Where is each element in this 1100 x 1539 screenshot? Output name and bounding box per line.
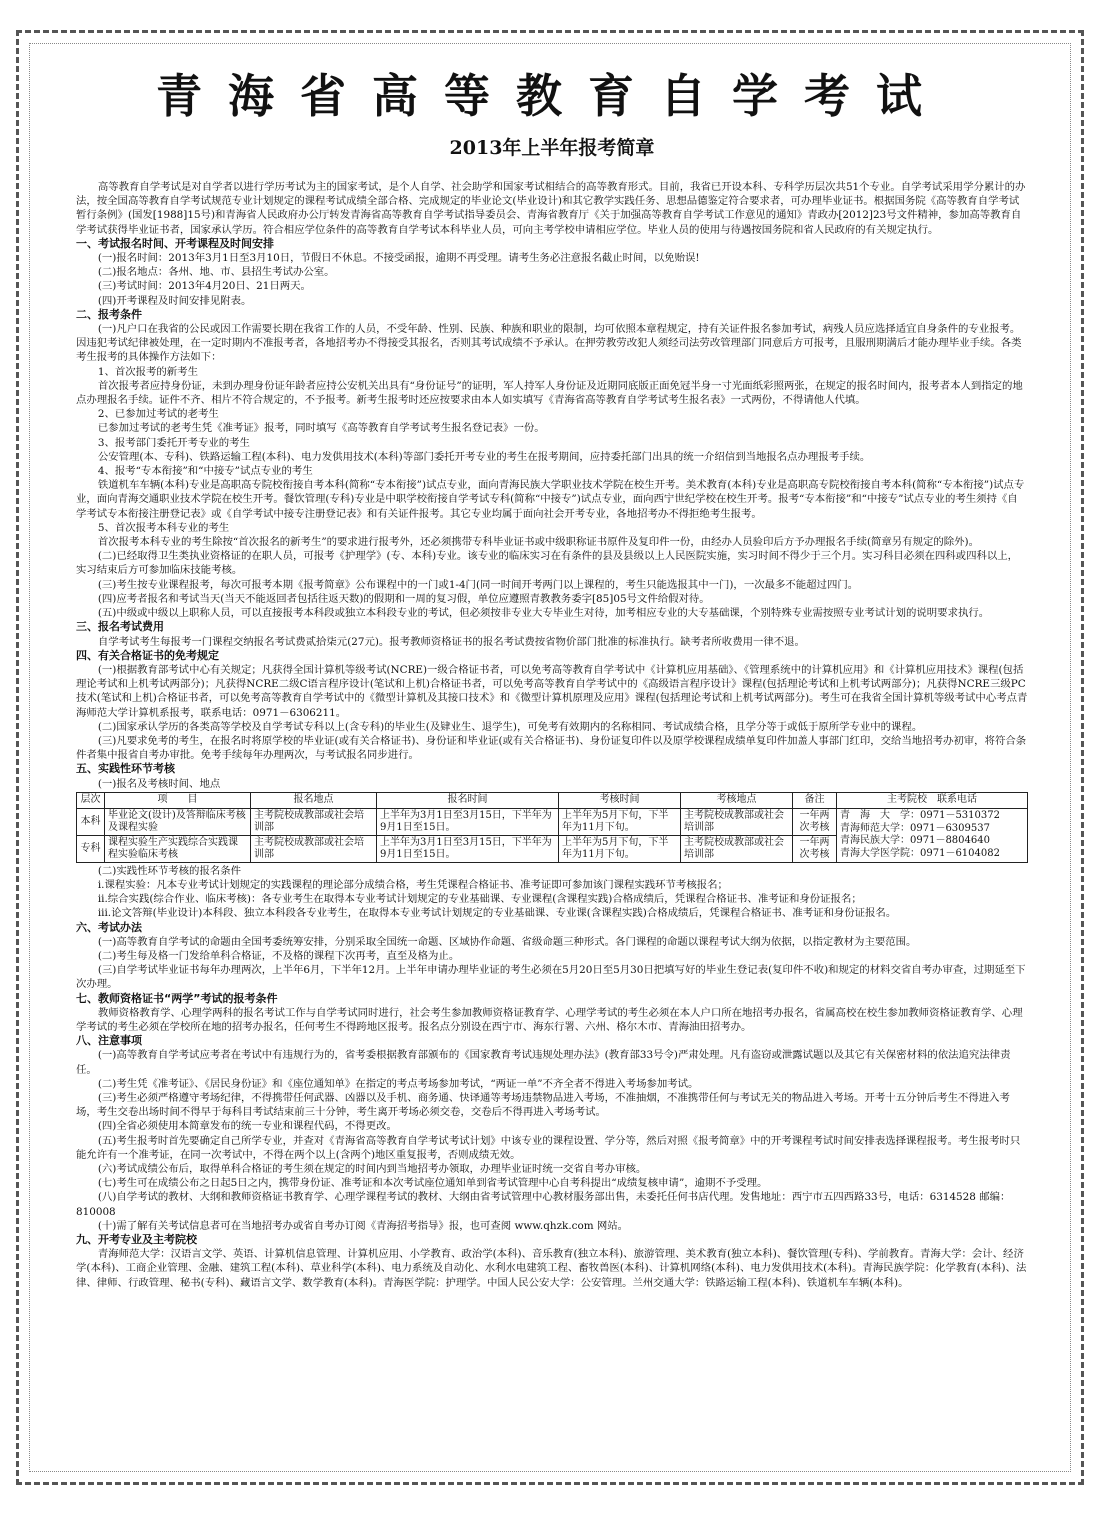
s2-subtitle: 3、报考部门委托开考专业的考生: [97, 436, 250, 449]
s2-subtext: 公安管理(本、专科)、铁路运输工程(本科)、电力发供用技术(本科)等部门委托开考专业的考生在报考期间，应持委托部门出具的统一介绍信到当地报名点办理报考手续。: [97, 450, 871, 463]
item-cell: 课程实验生产实践综合实践课程实验临床考核: [105, 835, 251, 862]
s8-item: (五)考生报考时首先要确定自己所学专业，并查对《青海省高等教育自学考试考试计划》中该专业的课程设置、学分等，然后对照《报考简章》中的开考课程考试时间安排表选择课程报考。考生报考时只能允许有一个准考证，在同一次考试中，不得在两个以上(含两个)地区重复报考，否则成绩无效。: [76, 1134, 1021, 1161]
section-1-heading: 一、考试报名时间、开考课程及时间安排: [76, 236, 274, 250]
s8-item: (八)自学考试的教材、大纲和教师资格证书教育学、心理学课程考试的教材、大纲由省考试管理中心教材服务部出售，未委托任何书店代理。发售地址：西宁市五四西路33号，电话：6314528 邮编：810008: [76, 1191, 1011, 1218]
s2-subtext: 已参加过考试的老考生凭《准考证》报考，同时填写《高等教育自学考试考生报名登记表》一份。: [97, 422, 545, 435]
s2-paragraph: (五)中级或中级以上职称人员，可以直接报考本科段或独立本科段专业的考试，但必须按非专业大专毕业生对待，加考相应专业的大专基础课，个别特殊专业需按照专业考试计划的说明要求执行。: [97, 607, 990, 620]
note-cell: 一年两次考核: [793, 835, 837, 862]
s5-sub1: (一)报名及考核时间、地点: [97, 777, 221, 790]
section-3-heading: 三、报名考试费用: [76, 620, 164, 634]
contact-line: 青海师范大学：0971－6309537: [840, 822, 990, 834]
s8-item: (二)考生凭《准考证》、《居民身份证》和《座位通知单》在指定的考点考场参加考试，“两证一单”不齐全者不得进入考场参加考试。: [97, 1077, 699, 1090]
s6-item: (二)考生每及格一门发给单科合格证，不及格的课程下次再考，直至及格为止。: [97, 949, 460, 962]
note-cell: 一年两次考核: [793, 808, 837, 835]
practice-schedule-table: [76, 792, 1028, 863]
section-7-heading: 七、教师资格证书“两学”考试的报考条件: [76, 991, 278, 1005]
contacts-cell: [837, 808, 1028, 862]
s2-subtitle: 5、首次报考本科专业的考生: [97, 521, 230, 534]
reg-place-cell: 主考院校成教部或社会培训部: [251, 835, 377, 862]
table-header: 考核地点: [681, 792, 793, 808]
s2-paragraph: (二)已经取得卫生类执业资格证的在职人员，可报考《护理学》(专、本科)专业。该专业的临床实习在有条件的县及县级以上人民医院实施，实习时间不得少于三个月。实习科目必须在四科或四科以上，实习结束后方可参加临床技能考核。: [76, 550, 1019, 577]
table-header-row: [77, 792, 1028, 808]
intro-paragraph: 高等教育自学考试是对自学者以进行学历考试为主的国家考试，是个人自学、社会助学和国家考试相结合的高等教育形式。目前，我省已开设本科、专科学历层次共51个专业。自学考试采用学分累计的办法，按全国高等教育自学考试规范专业计划规定的课程考试成绩全部合格、完成规定的毕业论文(毕业设计)和其它教学实践任务、思想品德鉴定符合要求者，可办理毕业证书。根据国务院《高等教育自学考试暂行条例》(国发[1988]15号)和青海省人民政府办公厅转发青海省高等教育自学考试指导委员会、青海省教育厅《关于加强高等教育自学考试工作意见的通知》青政办[2012]23号文件精神，参加高等教育自学考试获得毕业证书者，国家承认学历。符合相应学位条件的高等教育自学考试本科毕业人员，可向主考学校申请相应学位。毕业人员的使用与待遇按国务院和省人民政府的有关规定执行。: [76, 181, 1026, 236]
section-5-heading: 五、实践性环节考核: [76, 762, 175, 776]
table-header: 考核时间: [559, 792, 681, 808]
s5-item: i.课程实验：凡本专业考试计划规定的实践课程的理论部分成绩合格，考生凭课程合格证书、准考证即可参加该门课程实践环节考核报名；: [97, 878, 728, 891]
s9-text: 青海师范大学：汉语言文学、英语、计算机信息管理、计算机应用、小学教育、政治学(本科)、音乐教育(独立本科)、旅游管理、美术教育(独立本科)、餐饮管理(专科)、学前教育。青海大学：会计、经济学(本科)、工商企业管理、金融、建筑工程(本科)、草业科学(本科)、电力系统及自动化、水利水电建筑工程、畜牧兽医(本科)、计算机网络(本科)、电力发供用技术(本科)。青海民族学院：化学教育(本科)、法律、律师、行政管理、秘书(专科)、藏语言文学、数学教育(本科)。青海医学院：护理学。中国人民公安大学：公安管理。兰州交通大学：铁路运输工程(本科)、铁道机车车辆(本科)。: [76, 1248, 1027, 1289]
s4-paragraph: (一)根据教育部考试中心有关规定；凡获得全国计算机等级考试(NCRE)一级合格证书者，可以免考高等教育自学考试中《计算机应用基础》、《管理系统中的计算机应用》和《计算机应用技术》课程(包括理论考试和上机考试两部分)；凡获得NCRE二级C语言程序设计(笔试和上机)合格证书者，可以免考高等教育自学考试中的《高级语言程序设计》课程(包括理论考试和上机考试两部分)；凡获得NCRE三级PC技术(笔试和上机)合格证书者，可以免考高等教育自学考试中的《微型计算机及其接口技术》和《微型计算机原理及应用》课程(包括理论考试和上机考试两部分)。考生可在我省全国计算机等级考试中心考点青海师范大学计算机系报考，联系电话：0971－6306211。: [76, 663, 1028, 719]
s5-sub2: (二)实践性环节考核的报名条件: [97, 864, 242, 877]
document-subtitle: 2013年上半年报考简章: [449, 137, 655, 159]
table-header: 项 目: [105, 792, 251, 808]
s1-item: (四)开考课程及时间安排见附表。: [97, 294, 252, 307]
table-header: 层次: [77, 792, 105, 808]
s7-text: 教师资格教育学、心理学两科的报名考试工作与自学考试同时进行，社会考生参加教师资格证教育学、心理学考试的考生必须在本人户口所在地招考办报名，省属高校在校生参加教师资格证教育学、心理学考试的考生必须在学校所在地的招考办报名，任何考生不得跨地区报考。报名点分别设在西宁市、海东行署、六州、格尔木市、青海油田招考办。: [76, 1006, 1023, 1033]
s1-item: (二)报名地点：各州、地、市、县招生考试办公室。: [97, 266, 335, 279]
reg-place-cell: 主考院校成教部或社会培训部: [251, 808, 377, 835]
section-4-heading: 四、有关合格证书的免考规定: [76, 648, 219, 662]
page-border: [16, 30, 1084, 1485]
item-cell: 毕业论文(设计)及答辩临床考核及课程实验: [105, 808, 251, 835]
section-9-heading: 九、开考专业及主考院校: [76, 1233, 197, 1247]
s3-text: 自学考试考生每报考一门课程交纳报名考试费贰拾柒元(27元)。报考教师资格证书的报名考试费按省物价部门批准的标准执行。缺考者所收费用一律不退。: [97, 635, 805, 648]
reg-time-cell: 上半年为3月1日至3月15日，下半年为9月1日至15日。: [377, 835, 559, 862]
section-8-heading: 八、注意事项: [76, 1034, 142, 1048]
s8-item: (七)考生可在成绩公布之日起5日之内，携带身份证、准考证和本次考试座位通知单到省考试管理中心自考科提出“成绩复核申请”，逾期不予受理。: [97, 1177, 768, 1190]
s6-item: (一)高等教育自学考试的命题由全国考委统筹安排，分别采取全国统一命题、区域协作命题、省级命题三种形式。各门课程的命题以课程考试大纲为依据，以指定教材为主要范围。: [97, 935, 917, 948]
section-2-heading: 二、报考条件: [76, 307, 142, 321]
level-cell: 专科: [77, 835, 105, 862]
exam-place-cell: 主考院校成教部或社会培训部: [681, 835, 793, 862]
s2-paragraph: (一)凡户口在我省的公民或因工作需要长期在我省工作的人员，不受年龄、性别、民族、种族和职业的限制，均可依照本章程规定，持有关证件报名参加考试，病残人员应选择适宜自身条件的专业报考。因违犯考试纪律被处理，在一定时期内不准报考者，各地招考办不得接受其报名，否则其考试成绩不予承认。在押劳教劳改犯人须经司法劳改管理部门同意后方可报考，且服刑期满后才能办理毕业手续。各类考生报考的具体操作方法如下：: [76, 323, 1022, 364]
table-header: 备注: [793, 792, 837, 808]
document-title: 青海省高等教育自学考试: [156, 69, 948, 123]
contact-line: 青海民族大学：0971－8804640: [840, 835, 990, 847]
s1-item: (一)报名时间：2013年3月1日至3月10日，节假日不休息。不接受函报，逾期不再受理。请考生务必注意报名截止时间，以免贻误!: [97, 252, 700, 265]
s5-item: ii.综合实践(综合作业、临床考核)：各专业考生在取得本专业考试计划规定的专业基础课、专业课程(含课程实践)合格成绩后，凭课程合格证书、准考证和身份证报名；: [97, 893, 862, 906]
document-body: [29, 43, 1071, 1472]
s2-subtitle: 4、报考“专本衔接”和“中接专”试点专业的考生: [97, 465, 313, 478]
section-6-heading: 六、考试办法: [76, 920, 142, 934]
table-row: [77, 808, 1028, 835]
exam-time-cell: 上半年为5月下旬，下半年为11月下旬。: [559, 835, 681, 862]
level-cell: 本科: [77, 808, 105, 835]
exam-place-cell: 主考院校成教部或社会培训部: [681, 808, 793, 835]
contact-line: 青 海 大 学：0971－5310372: [840, 810, 1000, 822]
s8-item: (六)考试成绩公布后，取得单科合格证的考生须在规定的时间内到当地招考办领取，办理毕业证时统一交省自考办审核。: [97, 1163, 647, 1175]
s8-item: (十)需了解有关考试信息者可在当地招考办或省自考办订阅《青海招考指导》报，也可查阅 www.qhzk.com 网站。: [97, 1219, 629, 1232]
s6-item: (三)自学考试毕业证书每年办理两次，上半年6月，下半年12月。上半年申请办理毕业证的考生必须在5月20日至5月30日把填写好的毕业生登记表(复印件不收)和规定的材料交省自考办审查，过期延至下次办理。: [76, 964, 1026, 991]
s8-item: (一)高等教育自学考试应考者在考试中有违规行为的，省考委根据教育部颁布的《国家教育考试违规处理办法》(教育部33号令)严肃处理。凡有盗窃或泄露试题以及其它有关保密材料的依法追究法律责任。: [76, 1049, 1011, 1076]
table-header: 报名地点: [251, 792, 377, 808]
s2-subtext: 首次报考本科专业的考生除按“首次报名的新考生”的要求进行报考外，还必须携带专科毕业证书或中级职称证书原件及复印件一份，由经办人员验印后方予办理报名手续(简章另有规定的除外)。: [97, 536, 979, 549]
s5-item: iii.论文答辩(毕业设计)本科段、独立本科段各专业考生，在取得本专业考试计划规定的专业基础课、专业课(含课程实践)合格成绩后，凭课程合格证书、准考证和身份证报名。: [97, 907, 897, 920]
table-header: 主考院校 联系电话: [837, 792, 1028, 808]
s1-item: (三)考试时间：2013年4月20日、21日两天。: [97, 280, 311, 293]
s2-subtext: 铁道机车车辆(本科)专业是高职高专院校衔接自考本科(简称“专本衔接”)试点专业，面向青海民族大学职业技术学院在校生开考。美术教育(本科)专业是高职高专院校衔接自考本科(简称“专本衔接”)试点专业，面向青海交通职业技术学院在校生开考。餐饮管理(专科)专业是中职学校衔接自学考试专科(简称“中接专”)试点专业，面向西宁世纪学校在校生开考。报考“专本衔接”和“中接专”试点专业的考生须持《自学考试专本衔接注册登记表》或《自学考试中接专注册登记表》和有关证件报考。其它专业均属于面向社会开考专业，各地招考办不得拒绝考生报考。: [76, 479, 1025, 520]
exam-time-cell: 上半年为5月下旬，下半年为11月下旬。: [559, 808, 681, 835]
contact-line: 青海大学医学院：0971－6104082: [840, 847, 1000, 859]
s4-paragraph: (三)凡要求免考的考生，在报名时将原学校的毕业证(或有关合格证书)、身份证和毕业证(或有关合格证书)、身份证复印件以及原学校课程成绩单复印件加盖人事部门红印，交给当地招考办初审，将符合条件者集中报省自考办审批。免考手续每年办理两次，与考试报名同步进行。: [76, 734, 1027, 762]
s2-subtitle: 1、首次报考的新考生: [97, 365, 198, 378]
document-content: [76, 180, 1028, 1290]
s8-item: (三)考生必须严格遵守考场纪律，不得携带任何武器、凶器以及手机、商务通、快译通等考场违禁物品进入考场，不准抽烟，不准携带任何与考试无关的物品进入考场。开考十五分钟后考生不得进入考场，考生交卷出场时间不得早于每科目考试结束前三十分钟，考生离开考场必须交卷，交卷后不得再进入考场考试。: [76, 1091, 1010, 1119]
s2-paragraph: (三)考生按专业课程报考，每次可报考本期《报考简章》公布课程中的一门或1-4门(同一时间开考两门以上课程的，考生只能选报其中一门)，一次最多不能超过四门。: [97, 578, 859, 591]
s8-item: (四)全省必须使用本简章发布的统一专业和课程代码，不得更改。: [97, 1120, 397, 1133]
s2-paragraph: (四)应考者报名和考试当天(当天不能返回者包括往返天数)的假期和一周的复习假，单位应遵照青教教务委字[85]05号文件给假对待。: [97, 592, 710, 605]
s4-paragraph: (二)国家承认学历的各类高等学校及自学考试专科以上(含专科)的毕业生(及肄业生、退学生)，可免考有效期内的名称相同、考试成绩合格，且学分等于或低于原所学专业中的课程。: [97, 720, 923, 733]
s2-subtitle: 2、已参加过考试的老考生: [97, 408, 219, 421]
reg-time-cell: 上半年为3月1日至3月15日，下半年为9月1日至15日。: [377, 808, 559, 835]
s2-subtext: 首次报考者应持身份证，未到办理身份证年龄者应持公安机关出具有“身份证号”的证明，军人持军人身份证及近期同底版正面免冠半身一寸光面纸彩照两张，在规定的报名时间内，报考者本人到指定的地点办理报名手续。证件不齐、相片不符合规定的，不予报考。新考生报考时还应按要求由本人如实填写《青海省高等教育自学考试考生报名表》一式两份，不得请他人代填。: [76, 379, 1023, 407]
table-header: 报名时间: [377, 792, 559, 808]
